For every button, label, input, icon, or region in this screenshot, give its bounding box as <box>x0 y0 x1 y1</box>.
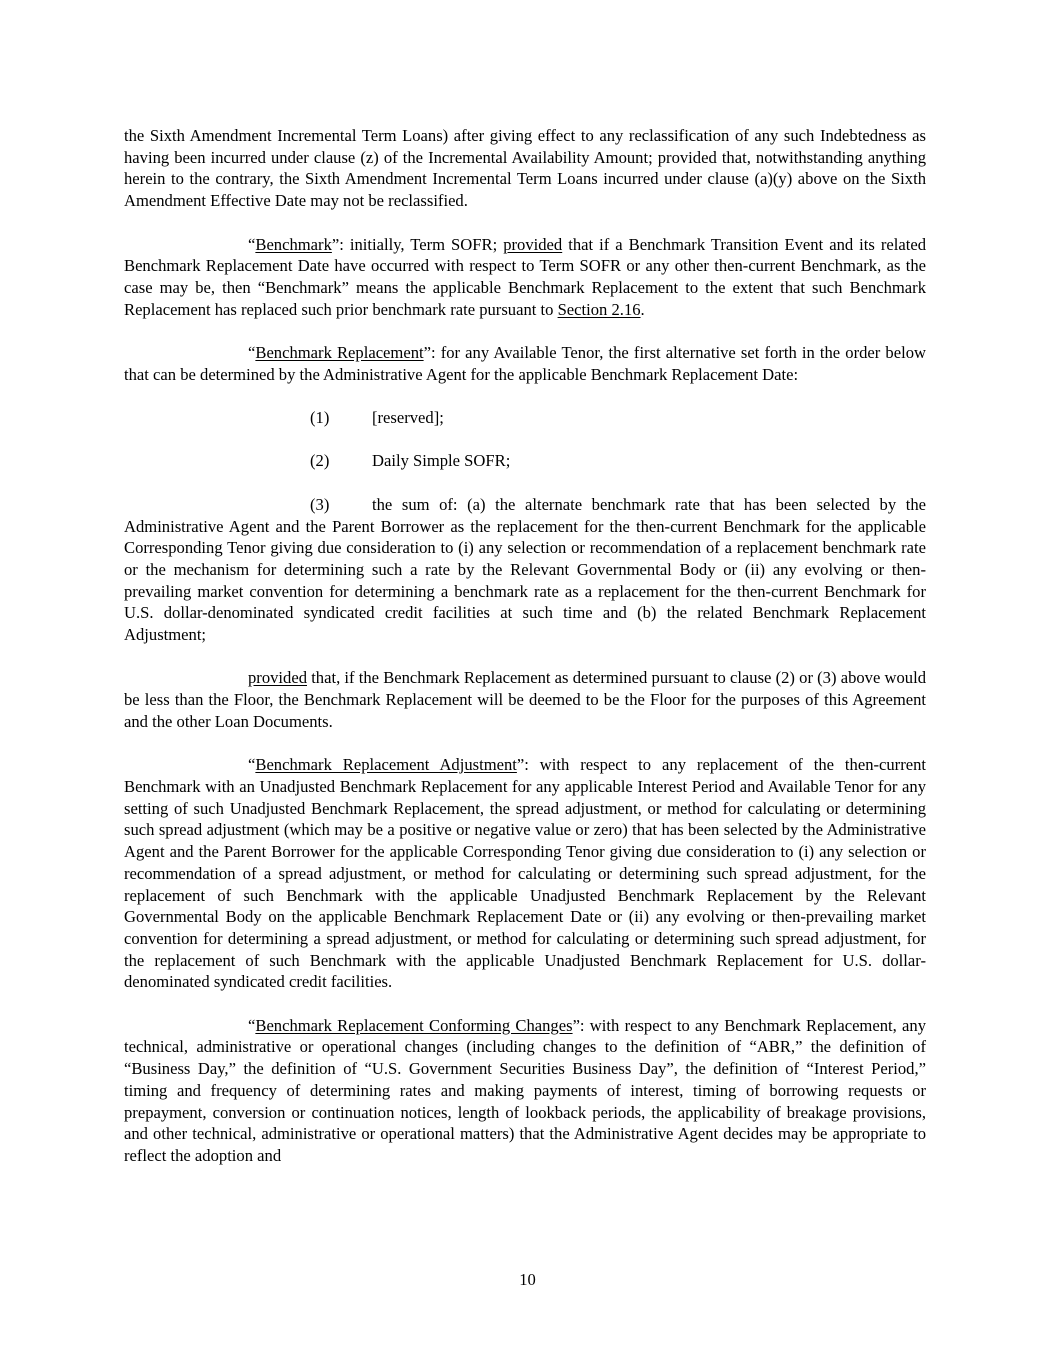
defined-term-conforming-changes: Benchmark Replacement Conforming Changes <box>255 1015 573 1035</box>
paragraph-continuation: the Sixth Amendment Incremental Term Loans) after giving effect to any reclassification of any such Indebtedness as having been incurred under clause (z) of the Incremental Availability Amount; provided that, notwithstanding anything herein to the contrary, the Sixth Amendment Incremental Term Loans incurred under clause (a)(y) above on the Sixth Amendment Effective Date may not be reclassified. <box>124 126 926 211</box>
definition-text: ”: with respect to any Benchmark Replacement, any technical, administrative or operational changes (including changes to the definition of “ABR,” the definition of “Business Day,” the definition of “U.S. Government Securities Business Day”, the definition of “Interest Period,” timing and frequency of determining rates and making payments of interest, timing of borrowing requests or prepayment, conversion or continuation notices, length of lookback periods, the applicability of breakage provisions, and other technical, administrative or operational matters) that the Administrative Agent decides may be appropriate to reflect the adoption and <box>124 1015 926 1165</box>
period: . <box>640 299 645 319</box>
proviso-text: that, if the Benchmark Replacement as determined pursuant to clause (2) or (3) above would be less than the Floor, the Benchmark Replacement will be deemed to be the Floor for the purposes of this Agreement and the other Loan Documents. <box>124 668 926 731</box>
definition-benchmark-replacement <box>124 342 926 385</box>
proviso-paragraph <box>124 667 926 732</box>
open-quote: “ <box>248 755 256 775</box>
definition-text: ”: with respect to any replacement of the then-current Benchmark with an Unadjusted Benchmark Replacement for any applicable Interest Period and Available Tenor for any setting of such Unadjusted Benchmark Replacement, the spread adjustment, or method for calculating or determining such spread adjustment (which may be a positive or negative value or zero) that has been selected by the Administrative Agent and the Parent Borrower for the applicable Corresponding Tenor giving due consideration to (i) any selection or recommendation of a spread adjustment, or method for calculating or determining such spread adjustment, for the replacement of such Benchmark with the applicable Unadjusted Benchmark Replacement by the Relevant Governmental Body on the applicable Benchmark Replacement Date or (ii) any evolving or then-prevailing market convention for determining a spread adjustment, or method for calculating or determining such spread adjustment, for the replacement of such Benchmark with the applicable Unadjusted Benchmark Replacement for U.S. dollar-denominated syndicated credit facilities. <box>124 755 927 992</box>
list-item-number: (2) <box>310 451 330 471</box>
defined-term-benchmark-replacement: Benchmark Replacement <box>255 343 424 362</box>
definition-conforming-changes <box>124 1015 926 1167</box>
list-item-text: [reserved]; <box>372 408 444 428</box>
open-quote: “ <box>248 234 256 254</box>
list-item-number: (1) <box>310 408 330 428</box>
definition-benchmark <box>124 234 926 321</box>
defined-term-adjustment: Benchmark Replacement Adjustment <box>255 755 517 775</box>
list-item <box>124 407 926 429</box>
section-reference: Section 2.16 <box>557 299 641 319</box>
page-number: 10 <box>519 1270 536 1289</box>
list-item-number: (3) <box>310 494 330 514</box>
definition-text: ”: for any Available Tenor, the first alternative set forth in the order below that can be determined by the Administrative Agent for the applicable Benchmark Replacement Date: <box>124 343 926 384</box>
document-page <box>124 125 926 1167</box>
definition-lead: ”: initially, Term SOFR; <box>331 234 504 254</box>
list-item-text: the sum of: (a) the alternate benchmark rate that has been selected by the Administrative Agent and the Parent Borrower as the replacement for the then-current Benchmark for the applicable Corresponding Tenor giving due consideration to (i) any selection or recommendation of a replacement benchmark rate or the mechanism for determining such a rate by the Relevant Governmental Body or (ii) any evolving or then-prevailing market convention for determining a benchmark rate as a replacement for the then-current Benchmark for U.S. dollar-denominated syndicated credit facilities at such time and (b) the related Benchmark Replacement Adjustment; <box>124 494 926 645</box>
list-item <box>124 494 926 646</box>
definition-text: that if a Benchmark Transition Event and its related Benchmark Replacement Date have occurred with respect to Term SOFR or any other then-current Benchmark, as the case may be, then “Benchmark” means the applicable Benchmark Replacement to the extent that such Benchmark Replacement has replaced such prior benchmark rate pursuant to <box>124 234 927 319</box>
open-quote: “ <box>248 343 256 362</box>
provided-label: provided <box>248 668 307 688</box>
provided-label: provided <box>503 234 563 254</box>
defined-term-benchmark: Benchmark <box>255 234 332 254</box>
open-quote: “ <box>248 1015 256 1035</box>
list-item-text: Daily Simple SOFR; <box>372 451 511 471</box>
list-item <box>124 450 926 472</box>
definition-benchmark-replacement-adjustment <box>124 754 926 993</box>
